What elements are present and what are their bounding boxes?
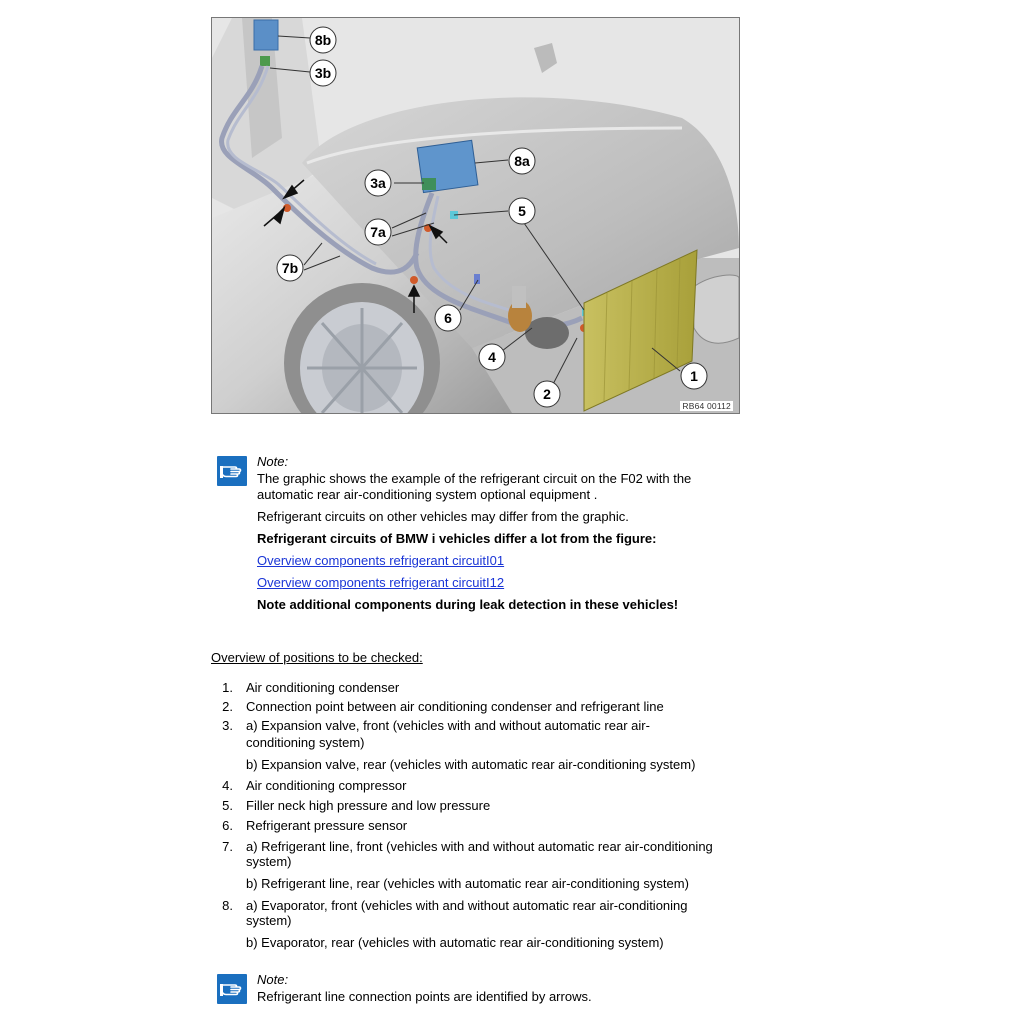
car-illustration (212, 18, 739, 413)
list-number: 4. (222, 778, 233, 793)
list-item-continuation: conditioning system) (246, 735, 365, 750)
list-item: a) Refrigerant line, front (vehicles with and without automatic rear air-conditioning (246, 839, 713, 854)
note-text-line: automatic rear air-conditioning system optional equipment . (257, 487, 598, 502)
refrigerant-circuit-figure (211, 17, 740, 414)
note-hand-icon (217, 456, 247, 486)
callout-7b: 7b (281, 260, 299, 276)
note-hand-icon (217, 974, 247, 1004)
list-number: 6. (222, 818, 233, 833)
list-number: 7. (222, 839, 233, 854)
list-number: 3. (222, 718, 233, 733)
list-number: 5. (222, 798, 233, 813)
list-number: 8. (222, 898, 233, 913)
list-item: a) Evaporator, front (vehicles with and without automatic rear air-conditioning (246, 898, 688, 913)
note-text-line: Refrigerant circuits on other vehicles may differ from the graphic. (257, 509, 629, 524)
callout-8b: 8b (314, 32, 332, 48)
note-text-line: The graphic shows the example of the refrigerant circuit on the F02 with the (257, 471, 692, 486)
list-item-continuation: system) (246, 854, 292, 869)
callout-5: 5 (518, 203, 526, 219)
callout-8a: 8a (514, 153, 530, 169)
list-item: Air conditioning condenser (246, 680, 400, 695)
list-item-continuation: system) (246, 913, 292, 928)
link-overview-i12[interactable]: Overview components refrigerant circuitI12 (257, 575, 505, 590)
note-bold-text: Refrigerant circuits of BMW i vehicles differ a lot from the figure: (257, 531, 657, 546)
figure-code: RB64 00112 (682, 401, 731, 411)
callout-6: 6 (444, 310, 452, 326)
list-item: Connection point between air conditioning condenser and refrigerant line (246, 699, 664, 714)
list-number: 1. (222, 680, 233, 695)
callout-7a: 7a (370, 224, 386, 240)
list-number: 2. (222, 699, 233, 714)
note-bold-text: Note additional components during leak detection in these vehicles! (257, 597, 679, 612)
overview-heading: Overview of positions to be checked: (211, 650, 423, 665)
list-item: Air conditioning compressor (246, 778, 407, 793)
callout-3a: 3a (370, 175, 386, 191)
note-title: Note: (257, 454, 289, 469)
list-item: a) Expansion valve, front (vehicles with and without automatic rear air- (246, 718, 650, 733)
list-subitem: b) Evaporator, rear (vehicles with automatic rear air-conditioning system) (246, 935, 664, 950)
callout-3b: 3b (314, 65, 332, 81)
note-text-line: Refrigerant line connection points are identified by arrows. (257, 989, 592, 1004)
list-item: Filler neck high pressure and low pressure (246, 798, 491, 813)
list-subitem: b) Refrigerant line, rear (vehicles with automatic rear air-conditioning system) (246, 876, 689, 891)
link-overview-i01[interactable]: Overview components refrigerant circuitI01 (257, 553, 505, 568)
callout-2: 2 (543, 386, 551, 402)
list-subitem: b) Expansion valve, rear (vehicles with automatic rear air-conditioning system) (246, 757, 696, 772)
list-item: Refrigerant pressure sensor (246, 818, 408, 833)
note-title: Note: (257, 972, 289, 987)
callout-4: 4 (488, 349, 496, 365)
callout-1: 1 (690, 368, 698, 384)
